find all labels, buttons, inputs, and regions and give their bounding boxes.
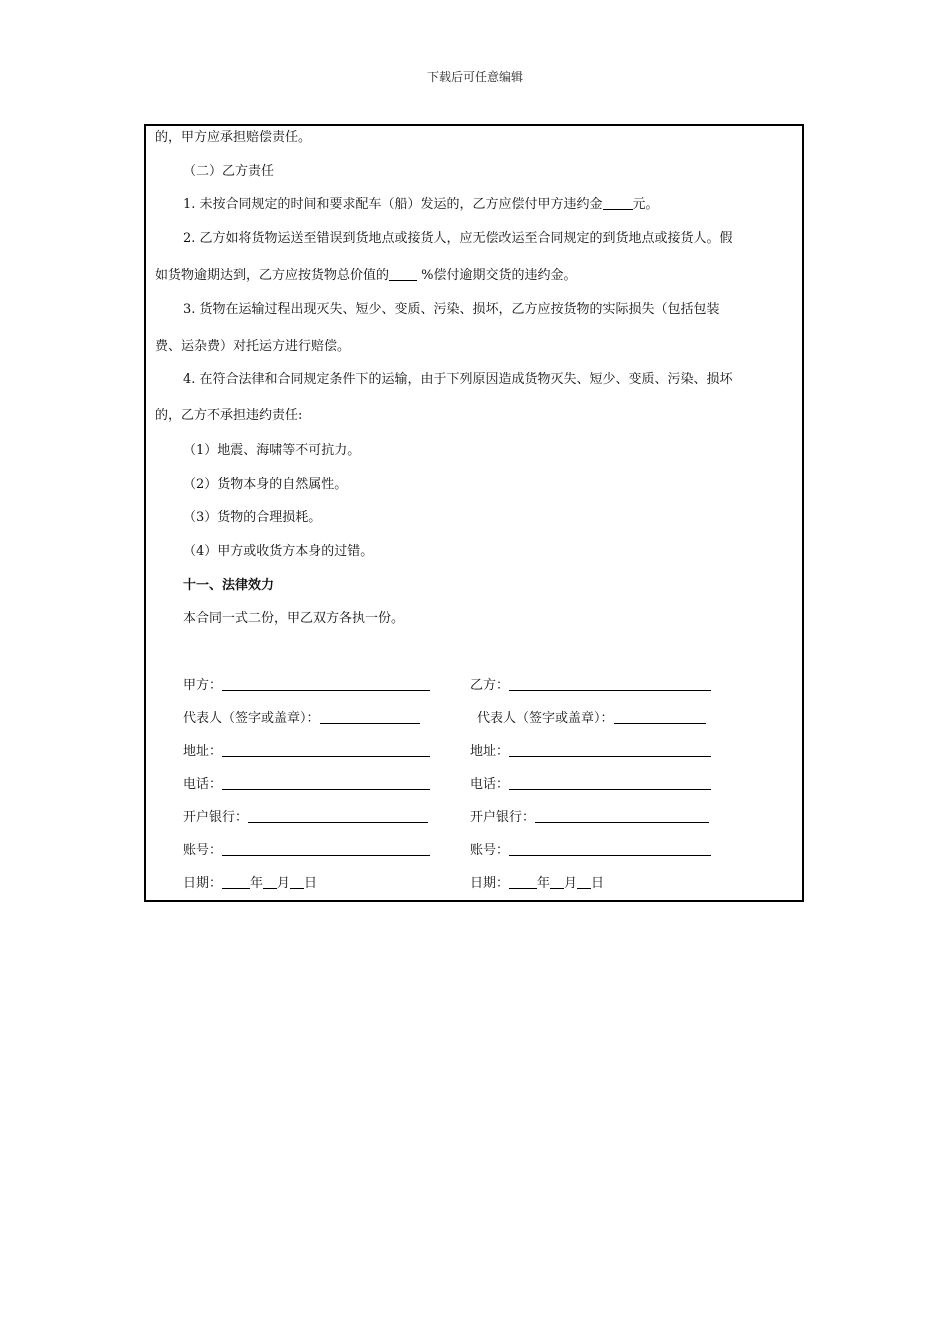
sign-left-bank bbox=[183, 808, 428, 827]
day-label: 日 bbox=[304, 876, 318, 891]
signature-line bbox=[222, 742, 430, 757]
blank-underline bbox=[263, 874, 277, 889]
signature-line bbox=[320, 709, 420, 724]
month-label: 月 bbox=[277, 876, 291, 891]
label: 代表人（签字或盖章）： bbox=[477, 711, 614, 726]
signature-line bbox=[509, 676, 711, 691]
section-heading: 十一、法律效力 bbox=[183, 578, 275, 593]
list-item: （1）地震、海啸等不可抗力。 bbox=[183, 443, 361, 458]
signature-line bbox=[222, 841, 430, 856]
label: 日期： bbox=[183, 876, 223, 891]
signature-line bbox=[535, 808, 709, 823]
label: 日期： bbox=[470, 876, 510, 891]
year-label: 年 bbox=[250, 876, 264, 891]
label: 电话： bbox=[470, 777, 510, 792]
signature-line bbox=[509, 775, 711, 790]
blank-underline bbox=[550, 874, 564, 889]
clause-3: 3. 货物在运输过程出现灭失、短少、变质、污染、损坏，乙方应按货物的实际损失（包括包装 bbox=[183, 302, 720, 317]
clause-4-cont: 的，乙方不承担违约责任: bbox=[155, 408, 303, 423]
label: 电话： bbox=[183, 777, 223, 792]
label: 地址： bbox=[470, 744, 510, 759]
sign-left-addr bbox=[183, 742, 430, 761]
blank-underline bbox=[577, 874, 591, 889]
clause-1 bbox=[183, 196, 659, 214]
label: 账号： bbox=[183, 843, 223, 858]
label: 乙方： bbox=[470, 678, 510, 693]
sign-left-party bbox=[183, 676, 430, 695]
clause-2-cont-suffix: %偿付逾期交货的违约金。 bbox=[417, 268, 577, 283]
list-item: （3）货物的合理损耗。 bbox=[183, 510, 322, 525]
sign-right-party bbox=[470, 676, 711, 695]
blank-underline bbox=[290, 874, 304, 889]
paragraph-line: 的，甲方应承担赔偿责任。 bbox=[155, 130, 312, 145]
blank-underline bbox=[389, 267, 417, 281]
section-subtitle: （二）乙方责任 bbox=[183, 164, 275, 179]
page-header: 下载后可任意编辑 bbox=[426, 70, 523, 84]
clause-3-cont: 费、运杂费）对托运方进行赔偿。 bbox=[155, 339, 351, 354]
signature-line bbox=[222, 676, 430, 691]
label: 甲方： bbox=[183, 678, 223, 693]
list-item: （2）货物本身的自然属性。 bbox=[183, 477, 348, 492]
blank-underline bbox=[222, 874, 250, 889]
label: 开户银行： bbox=[183, 810, 249, 825]
label: 开户银行： bbox=[470, 810, 536, 825]
signature-line bbox=[248, 808, 428, 823]
clause-2-cont bbox=[155, 267, 577, 285]
paragraph-line: 本合同一式二份，甲乙双方各执一份。 bbox=[183, 611, 405, 626]
sign-right-date bbox=[470, 874, 604, 893]
month-label: 月 bbox=[564, 876, 578, 891]
label: 地址： bbox=[183, 744, 223, 759]
signature-line bbox=[614, 709, 706, 724]
label: 代表人（签字或盖章）： bbox=[183, 711, 320, 726]
year-label: 年 bbox=[537, 876, 551, 891]
label: 账号： bbox=[470, 843, 510, 858]
sign-left-rep bbox=[183, 709, 420, 728]
sign-right-addr bbox=[470, 742, 711, 761]
sign-right-rep bbox=[477, 709, 706, 728]
list-item: （4）甲方或收货方本身的过错。 bbox=[183, 544, 374, 559]
clause-1-suffix: 元。 bbox=[632, 197, 659, 212]
blank-underline bbox=[603, 196, 633, 210]
day-label: 日 bbox=[591, 876, 605, 891]
clause-4: 4. 在符合法律和合同规定条件下的运输，由于下列原因造成货物灭失、短少、变质、污染、损坏 bbox=[183, 372, 733, 387]
sign-left-date bbox=[183, 874, 317, 893]
sign-left-account bbox=[183, 841, 430, 860]
sign-left-phone bbox=[183, 775, 430, 794]
sign-right-phone bbox=[470, 775, 711, 794]
sign-right-account bbox=[470, 841, 711, 860]
clause-2: 2. 乙方如将货物运送至错误到货地点或接货人，应无偿改运至合同规定的到货地点或接货人。假 bbox=[183, 231, 733, 246]
blank-underline bbox=[509, 874, 537, 889]
sign-right-bank bbox=[470, 808, 709, 827]
clause-2-cont-text: 如货物逾期达到，乙方应按货物总价值的 bbox=[155, 268, 390, 283]
signature-line bbox=[509, 841, 711, 856]
signature-line bbox=[222, 775, 430, 790]
signature-line bbox=[509, 742, 711, 757]
clause-1-text: 1. 未按合同规定的时间和要求配车（船）发运的，乙方应偿付甲方违约金 bbox=[183, 197, 603, 212]
